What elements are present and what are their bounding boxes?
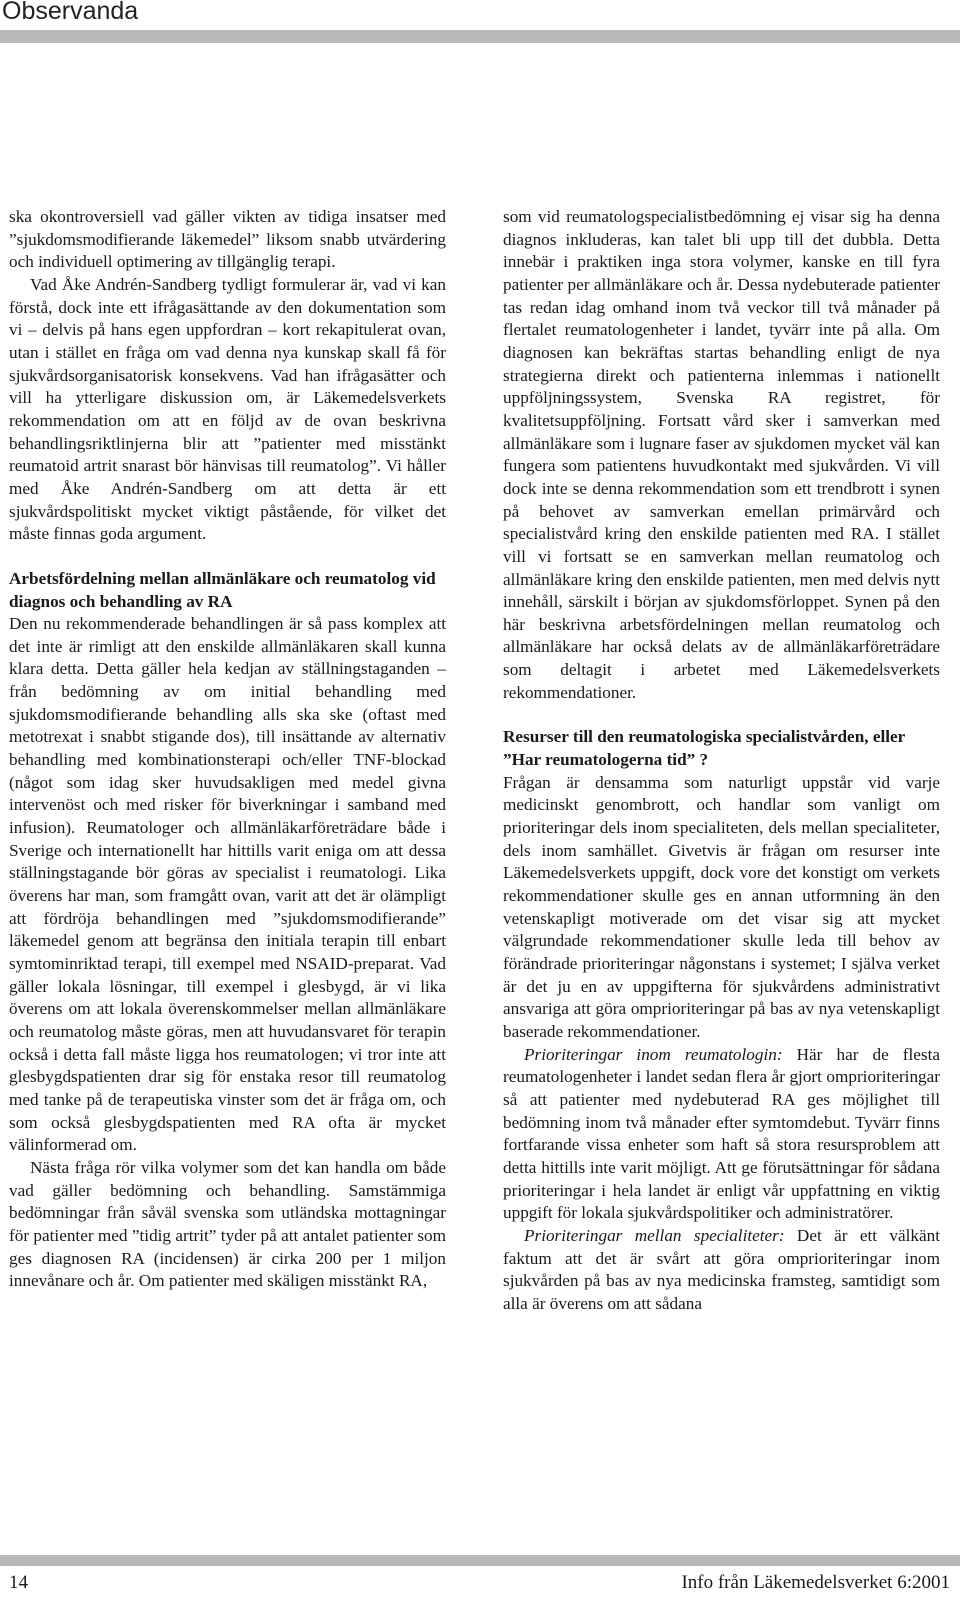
right-paragraph-3 <box>503 1044 940 1225</box>
left-paragraph-1: ska okontroversiell vad gäller vikten av tidiga insatser med ”sjukdomsmodifierande läkemedel” liksom snabb utvärdering och individuell optimering av tillgänglig terapi. <box>9 207 446 272</box>
paragraph-body: Här har de flesta reumatologenheter i landet sedan flera år gjort omprioriteringar så att patienter med nydebuterad RA ges möjlighet till bedömning inom två månader efter symtomdebut. Tyvärr finns fortfarande vissa enheter som haft så stora resursproblem att detta hittills inte varit möjligt. Att ge förutsättningar för sådana prioriteringar i hela landet är enligt vår uppfattning en viktig uppgift för lokala sjukvårdspolitiker och administratörer. <box>503 1044 941 1223</box>
left-paragraph-4: Nästa fråga rör vilka volymer som det kan handla om både vad gäller bedömning och behandling. Samstämmiga bedömningar från såväl svenska som utländska mottagningar för patienter med ”tidig artrit” tyder på att antalet patienter som ges diagnosen RA (incidensen) är cirka 200 per 1 miljon innevånare och år. Om patienter med skäligen misstänkt RA, <box>9 1157 446 1291</box>
section-heading-arbetsfordelning: Arbetsfördelning mellan allmänläkare och reumatolog vid diagnos och behandling av RA <box>9 568 436 611</box>
paragraph-lead-italic: Prioriteringar mellan specialiteter: <box>524 1225 785 1245</box>
left-paragraph-3: Den nu rekommenderade behandlingen är så pass komplex att det inte är rimligt att den enskilde allmänläkaren skall kunna klara detta. Detta gäller hela kedjan av ställningstaganden – från bedömning av om initial behandling med sjukdomsmodifierande behandling alls ska ske (oftast med metotrexat i snabbt stigande dos), till insättande av alternativ behandling med kombinationsterapi och/eller TNF-blockad (något som idag sker huvudsakligen med medel givna intervenöst och med risker för biverkningar i samband med infusion). Reumatologer och allmänläkarföreträdare både i Sverige och internationellt har hittills varit eniga om att dessa ställningstagande bör göras av specialist i reumatologi. Lika överens har man, som framgått ovan, varit att det är olämpligt att fördröja behandlingen med ”sjukdomsmodifierande” läkemedel genom att begränsa den initiala terapin till enbart symtominriktad terapi, till exempel med NSAID-preparat. Vad gäller lokala lösningar, till exempel i glesbygd, är vi lika överens om att lokala överenskommelser mellan allmänläkare och reumatolog måste göras, men att huvudansvaret för terapin också i detta fall måste ligga hos reumatologen; vi tror inte att glesbygdspatienten drar sig för enstaka resor till reumatolog med tanke på de terapeutiska vinster som det är fråga om, och som också glesbygdspatienten med RA ofta är mycket välinformerad om. <box>9 614 446 1155</box>
header-rule <box>0 30 960 43</box>
right-paragraph-4 <box>503 1225 940 1316</box>
right-column <box>503 206 940 1316</box>
left-paragraph-2: Vad Åke Andrén-Sandberg tydligt formulerar är, vad vi kan förstå, dock inte ett ifrågasättande av den dokumentation som vi – delvis på hans egen uppfordran – kort rekapitulerat ovan, utan i stället en fråga om vad denna nya kunskap skall få för sjukvårdsorganisatorisk konsekvens. Vad han ifrågasätter och vill ha ytterligare diskussion om, är Läkemedelsverkets rekommendation om att en följd av de ovan beskrivna behandlingsriktlinjerna blir att ”patienter med misstänkt reumatoid artrit snarast bör hänvisas till reumatolog”. Vi håller med Åke Andrén-Sandberg om att detta är ett sjukvårdspolitiskt mycket viktigt påstående, för vilket det måste finnas goda argument. <box>9 274 446 544</box>
page-number: 14 <box>9 1572 28 1593</box>
paragraph-lead-italic: Prioriteringar inom reumatologin: <box>524 1044 783 1064</box>
paragraph-body: Det är ett välkänt faktum att det är svårt att göra omprioriteringar inom sjukvården på bas av nya medicinska framsteg, samtidigt som alla är överens om att sådana <box>503 1225 940 1313</box>
section-gap <box>503 704 940 726</box>
section-heading-resurser: Resurser till den reumatologiska specialistvården, eller ”Har reumatologerna tid” ? <box>503 727 905 770</box>
right-paragraph-2: Frågan är densamma som naturligt uppstår vid varje medicinskt genombrott, och handlar som vanligt om prioriteringar dels inom specialiteten, dels mellan specialiteter, dels inom samhället. Givetvis är frågan om resurser inte Läkemedelsverkets uppgift, dock vore det konstigt om verkets rekommendationer skulle ges en annan utformning än den vetenskapligt motiverade om det visar sig att mycket välgrundade rekommendationer skulle leda till behov av förändrade prioriteringar någonstans i systemet; I själva verket är det ju en av uppgifterna för sjukvårdens administrativt ansvariga att göra omprioriteringar på bas av nya vetenskapligt baserade rekommendationer. <box>503 772 940 1041</box>
section-gap <box>9 546 446 568</box>
right-paragraph-1: som vid reumatologspecialistbedömning ej visar sig ha denna diagnos inkluderas, kan talet bli upp till det dubbla. Detta innebär i praktiken inga stora volymer, kanske en till fyra patienter per allmänläkare och år. Dessa nydebuterade patienter tas redan idag omhand inom två veckor till två månader på flertalet reumatologenheter i landet, tyvärr inte på alla. Om diagnosen kan bekräftas startas behandling enligt de nya strategierna direkt och patienterna inlemmas i nationellt uppföljningssystem, Svenska RA registret, för kvalitetsuppföljning. Fortsatt vård sker i samverkan med allmänläkare som i lugnare faser av sjukdomen mycket väl kan fungera som patientens huvudkontakt med sjukvården. Vi vill dock inte se denna rekommendation som ett trendbrott i synen på behovet av samverkan emellan primärvård och specialistvård kring den enskilde patienten med RA. I stället vill vi fortsatt se en samverkan mellan reumatolog och allmänläkare kring den enskilde patienten, men med delvis nytt innehåll, särskilt i början av sjukdomsförloppet. Synen på den här beskrivna arbetsfördelningen mellan reumatolog och allmänläkare har också delats av de allmänläkarföreträdare som deltagit i arbetet med Läkemedelsverkets rekommendationer. <box>503 207 940 702</box>
running-header-title: Observanda <box>2 0 139 25</box>
footer-rule <box>0 1555 960 1566</box>
publication-name: Info från Läkemedelsverket 6:2001 <box>681 1572 950 1593</box>
left-column <box>9 206 446 1293</box>
